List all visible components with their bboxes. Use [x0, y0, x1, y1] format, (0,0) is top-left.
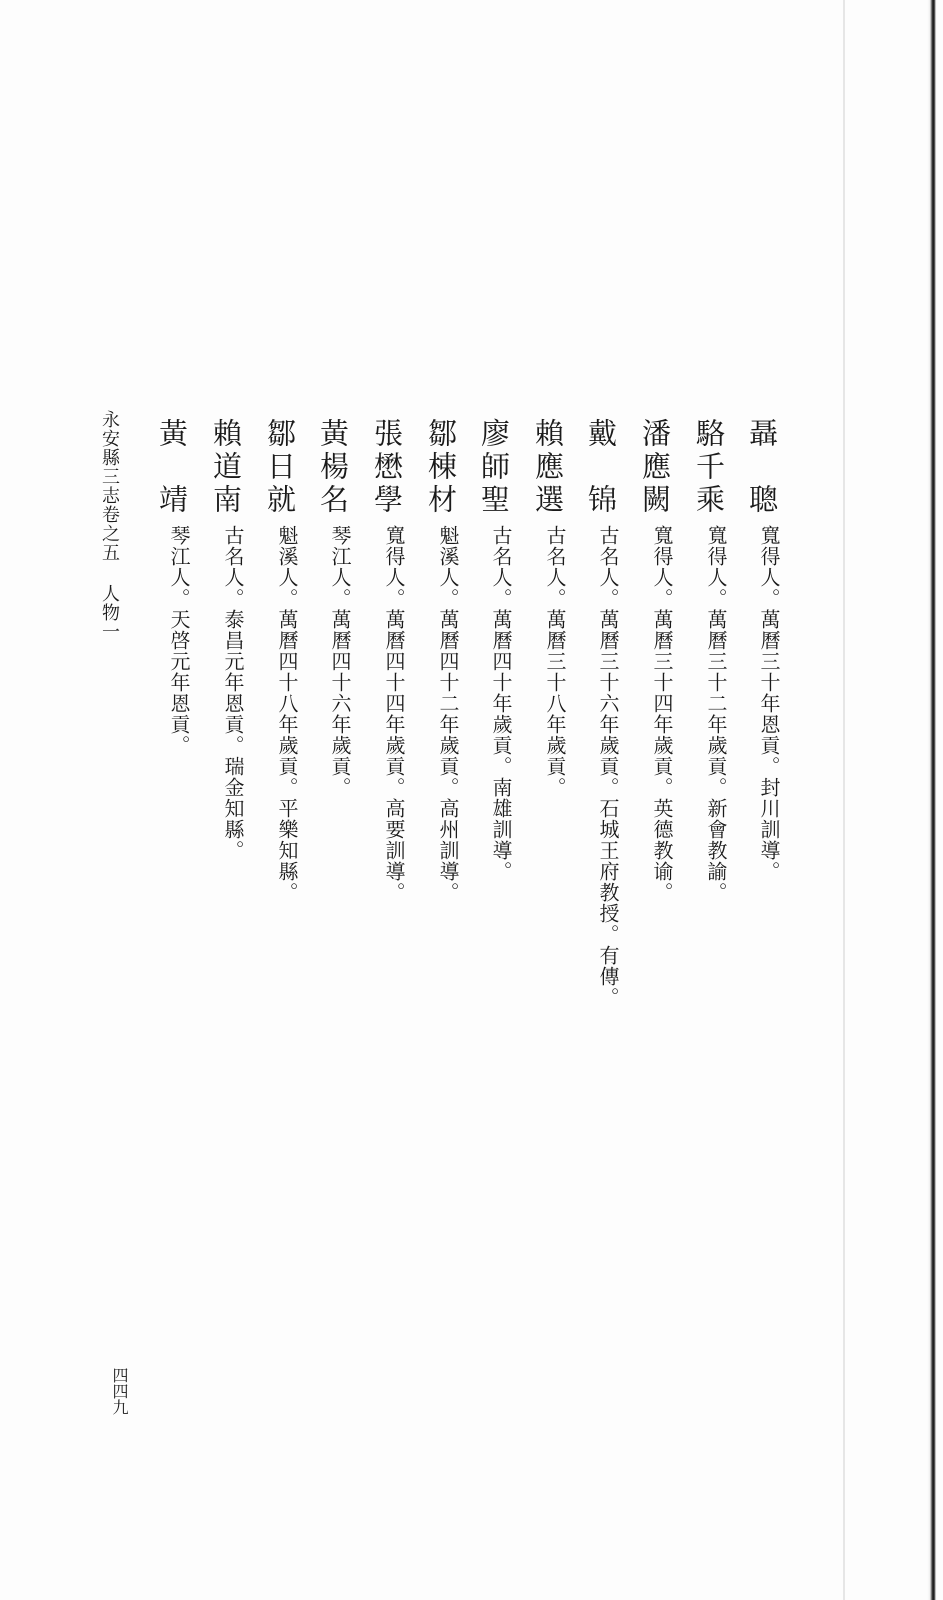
entry-name: 鄒棟材 [424, 418, 458, 517]
entry-description: 寬得人。萬曆三十四年歲貢。英德教谕。 [650, 525, 674, 903]
entry-name: 駱千乘 [692, 418, 726, 517]
entry-2 [633, 418, 677, 1218]
entry-name: 廖師聖 [477, 418, 511, 517]
entry-9 [258, 418, 302, 1218]
entry-description: 琴江人。天啓元年恩貢。 [167, 525, 191, 756]
entry-name: 黃 靖 [155, 418, 189, 517]
entry-8 [311, 418, 355, 1218]
entry-description: 寬得人。萬曆三十二年歲貢。新會教諭。 [704, 525, 728, 903]
entry-name: 鄒日就 [263, 418, 297, 517]
entry-description: 琴江人。萬曆四十六年歲貢。 [328, 525, 352, 798]
entry-name: 戴 锦 [584, 418, 618, 517]
book-title: 永安縣三志卷之五 [99, 410, 120, 562]
entry-description: 魁溪人。萬曆四十二年歲貢。高州訓導。 [436, 525, 460, 903]
entry-name: 黃楊名 [316, 418, 350, 517]
entry-description: 古名人。泰昌元年恩貢。瑞金知縣。 [221, 525, 245, 861]
entry-description: 古名人。萬曆三十八年歲貢。 [543, 525, 567, 798]
entry-0 [740, 418, 784, 1218]
page-fold-line [843, 0, 845, 1600]
page-number: 四四九 [110, 1367, 129, 1415]
entry-name: 賴道南 [209, 418, 243, 517]
scan-edge-shadow [927, 0, 937, 1600]
entry-name: 賴應選 [531, 418, 565, 517]
entry-description: 古名人。萬曆三十六年歲貢。石城王府教授。有傳。 [596, 525, 620, 1008]
entry-4 [526, 418, 570, 1218]
entry-name: 潘應闕 [638, 418, 672, 517]
entry-description: 寬得人。萬曆四十四年歲貢。高要訓導。 [382, 525, 406, 903]
section-title: 人物一 [99, 584, 120, 641]
entry-6 [419, 418, 463, 1218]
entry-description: 寬得人。萬曆三十年恩貢。封川訓導。 [757, 525, 781, 882]
entry-description: 古名人。萬曆四十年歲貢。南雄訓導。 [489, 525, 513, 882]
entry-name: 聶 聰 [745, 418, 779, 517]
entry-5 [472, 418, 516, 1218]
entry-1 [687, 418, 731, 1218]
entry-7 [365, 418, 409, 1218]
entry-11 [150, 418, 194, 1218]
running-header [96, 410, 122, 641]
entry-description: 魁溪人。萬曆四十八年歲貢。平樂知縣。 [275, 525, 299, 903]
entry-3 [579, 418, 623, 1218]
entry-10 [204, 418, 248, 1218]
entry-name: 張懋學 [370, 418, 404, 517]
